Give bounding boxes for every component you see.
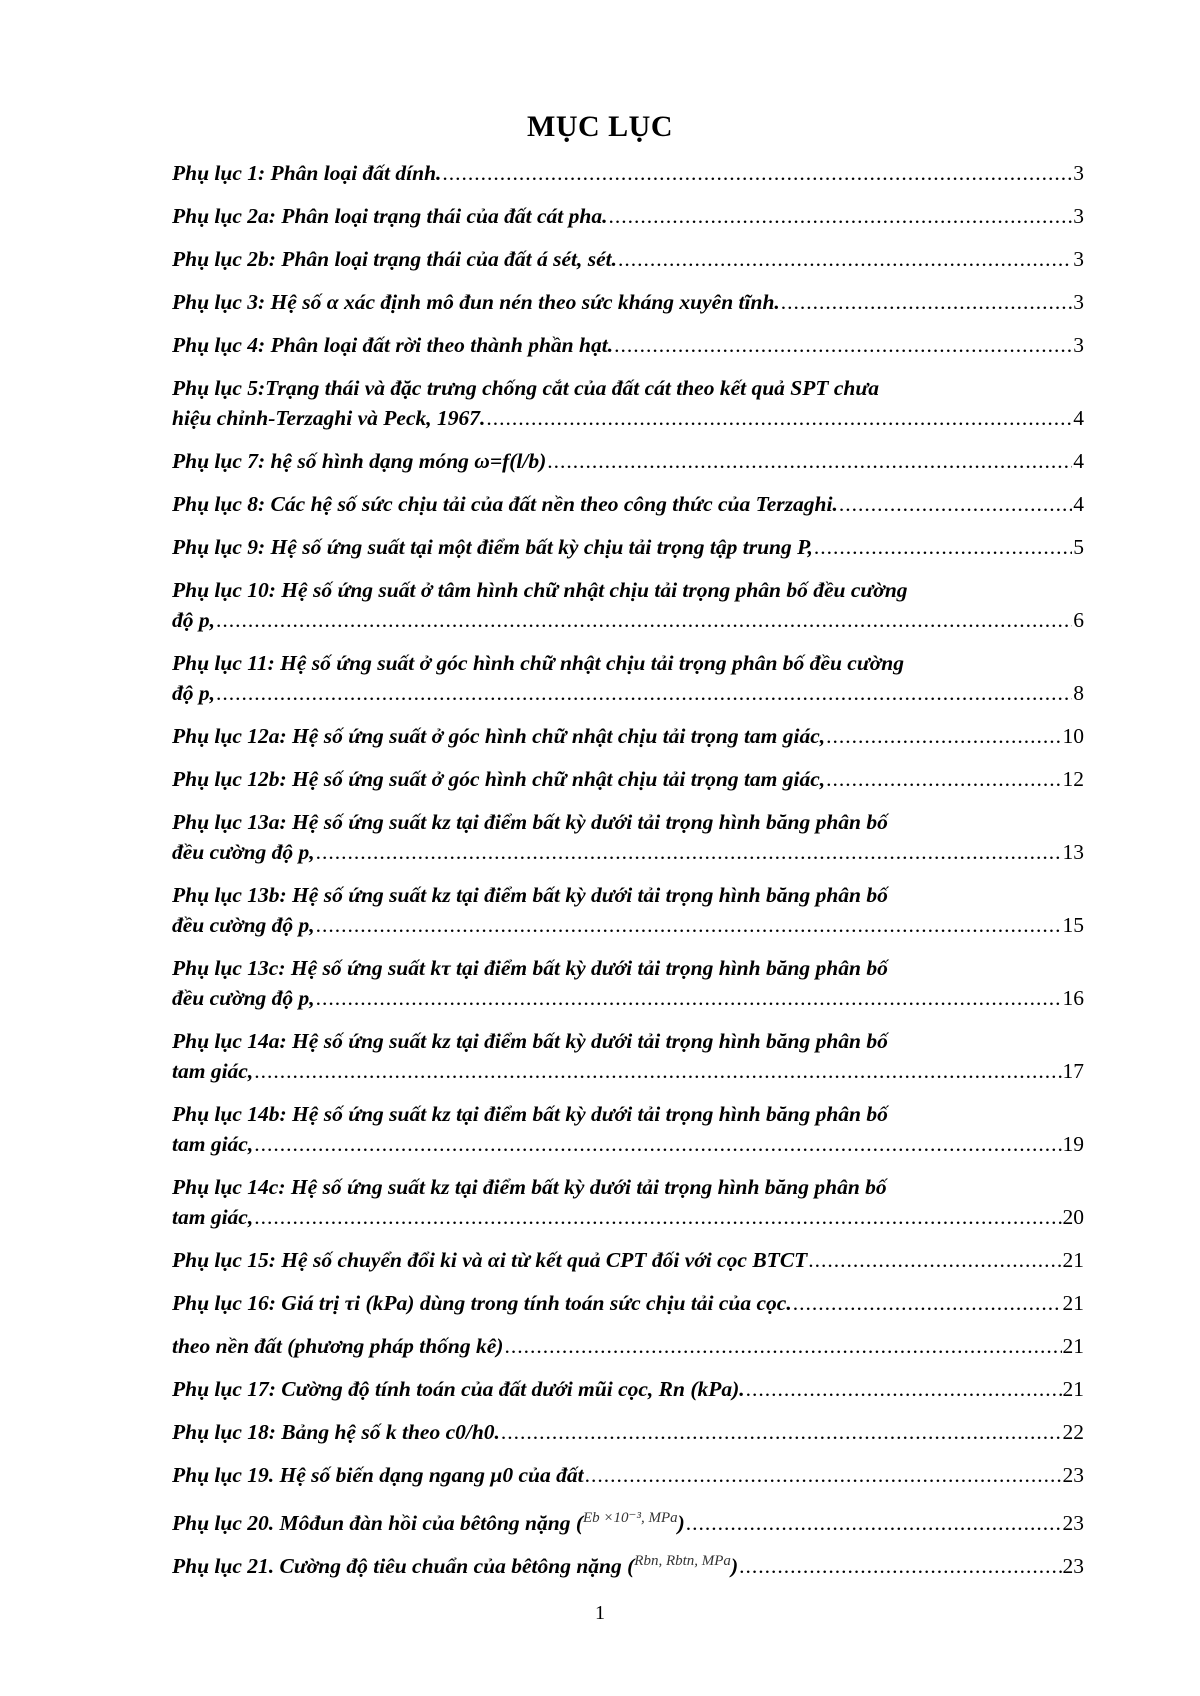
dot-leader: [793, 1288, 1062, 1318]
toc-entry[interactable]: [172, 575, 1084, 635]
toc-entry-text: Phụ lục 19. Hệ số biến dạng ngang μ0 của đất: [172, 1463, 584, 1487]
dot-leader: [814, 532, 1072, 562]
dot-leader: [547, 446, 1072, 476]
toc-entry-text-tail: ): [730, 1554, 739, 1578]
toc-entry-text: Phụ lục 13a: Hệ số ứng suất kz tại điểm bất kỳ dưới tải trọng hình băng phân bố: [172, 810, 888, 834]
toc-page-number: 21: [1062, 1334, 1084, 1358]
toc-page-number: 3: [1073, 204, 1084, 228]
toc-page-number: 16: [1062, 986, 1084, 1010]
toc-entry[interactable]: [172, 807, 1084, 867]
toc-entry-text-continued: đều cường độ p,: [172, 913, 315, 937]
toc-entry-text-continued: đều cường độ p,: [172, 840, 315, 864]
toc-page-number: 5: [1073, 535, 1084, 559]
toc-page-number: 23: [1062, 1554, 1084, 1578]
toc-entry-text: Phụ lục 9: Hệ số ứng suất tại một điểm bất kỳ chịu tải trọng tập trung P,: [172, 535, 813, 559]
dot-leader: [316, 837, 1062, 867]
toc-page-number: 4: [1073, 406, 1084, 430]
toc-page-number: 15: [1062, 913, 1084, 937]
dot-leader: [254, 1129, 1061, 1159]
dot-leader: [808, 1245, 1061, 1275]
dot-leader: [442, 158, 1072, 188]
toc-page-number: 21: [1062, 1377, 1084, 1401]
toc-entry-text-tail: ): [677, 1511, 685, 1535]
toc-entry-text: Phụ lục 2b: Phân loại trạng thái của đất á sét, sét.: [172, 247, 617, 271]
dot-leader: [585, 1460, 1062, 1490]
formula-image: Rbn, Rbtn, MPa: [634, 1553, 731, 1569]
toc-list: [172, 158, 1084, 1589]
toc-entry[interactable]: [172, 1546, 1084, 1576]
toc-entry[interactable]: [172, 1099, 1084, 1159]
toc-entry[interactable]: [172, 532, 1084, 562]
toc-entry-text: Phụ lục 17: Cường độ tính toán của đất dưới mũi cọc, Rn (kPa).: [172, 1377, 745, 1401]
page-title: MỤC LỤC: [527, 110, 673, 143]
toc-entry-text: Phụ lục 13c: Hệ số ứng suất kτ tại điểm bất kỳ dưới tải trọng hình băng phân bố: [172, 956, 888, 980]
toc-entry[interactable]: [172, 1331, 1084, 1361]
dot-leader: [826, 764, 1061, 794]
toc-entry[interactable]: [172, 244, 1084, 274]
toc-page-number: 3: [1073, 333, 1084, 357]
toc-entry[interactable]: [172, 648, 1084, 708]
toc-entry-text: Phụ lục 3: Hệ số α xác định mô đun nén theo sức kháng xuyên tĩnh.: [172, 290, 780, 314]
dot-leader: [254, 1202, 1061, 1232]
toc-entry[interactable]: [172, 158, 1084, 188]
toc-page-number: 22: [1062, 1420, 1084, 1444]
toc-entry-text: Phụ lục 15: Hệ số chuyển đổi ki và αi từ kết quả CPT đối với cọc BTCT: [172, 1248, 808, 1272]
toc-entry-text: Phụ lục 2a: Phân loại trạng thái của đất cát pha.: [172, 204, 608, 228]
toc-page-number: 3: [1073, 161, 1084, 185]
toc-entry-text: Phụ lục 14b: Hệ số ứng suất kz tại điểm bất kỳ dưới tải trọng hình băng phân bố: [172, 1102, 888, 1126]
toc-entry-text-continued: độ p,: [172, 681, 215, 705]
toc-page-number: 4: [1073, 449, 1084, 473]
dot-leader: [686, 1508, 1062, 1538]
toc-entry[interactable]: [172, 721, 1084, 751]
toc-entry-text: Phụ lục 16: Giá trị τi (kPa) dùng trong tính toán sức chịu tải của cọc.: [172, 1291, 792, 1315]
dot-leader: [746, 1374, 1062, 1404]
dot-leader: [608, 201, 1072, 231]
toc-page-number: 21: [1062, 1248, 1084, 1272]
dot-leader: [216, 678, 1072, 708]
toc-page-number: 23: [1062, 1511, 1084, 1535]
toc-entry-text: Phụ lục 14a: Hệ số ứng suất kz tại điểm bất kỳ dưới tải trọng hình băng phân bố: [172, 1029, 888, 1053]
dot-leader: [501, 1417, 1062, 1447]
toc-page-number: 8: [1073, 681, 1084, 705]
toc-entry[interactable]: [172, 446, 1084, 476]
toc-page-number: 19: [1062, 1132, 1084, 1156]
dot-leader: [826, 721, 1061, 751]
toc-entry-text: Phụ lục 18: Bảng hệ số k theo c0/h0.: [172, 1420, 500, 1444]
toc-page-number: 12: [1062, 767, 1084, 791]
toc-entry-text-continued: tam giác,: [172, 1132, 254, 1156]
dot-leader: [486, 403, 1072, 433]
dot-leader: [254, 1056, 1061, 1086]
toc-entry[interactable]: [172, 330, 1084, 360]
toc-entry-text: Phụ lục 14c: Hệ số ứng suất kz tại điểm bất kỳ dưới tải trọng hình băng phân bố: [172, 1175, 887, 1199]
toc-entry[interactable]: [172, 953, 1084, 1013]
toc-page-number: 3: [1073, 247, 1084, 271]
toc-entry[interactable]: [172, 1374, 1084, 1404]
toc-entry-text-continued: tam giác,: [172, 1205, 254, 1229]
toc-entry-text: theo nền đất (phương pháp thống kê): [172, 1334, 504, 1358]
toc-entry-text: Phụ lục 1: Phân loại đất dính.: [172, 161, 442, 185]
toc-entry[interactable]: [172, 1460, 1084, 1490]
toc-page-number: 21: [1062, 1291, 1084, 1315]
toc-entry[interactable]: [172, 1026, 1084, 1086]
toc-entry-text: Phụ lục 4: Phân loại đất rời theo thành phần hạt.: [172, 333, 614, 357]
formula-image: Eb ×10⁻³, MPa: [583, 1510, 678, 1526]
dot-leader: [316, 983, 1062, 1013]
toc-entry[interactable]: [172, 1503, 1084, 1533]
dot-leader: [739, 1551, 1061, 1581]
toc-entry-text: Phụ lục 13b: Hệ số ứng suất kz tại điểm bất kỳ dưới tải trọng hình băng phân bố: [172, 883, 888, 907]
toc-entry-text: Phụ lục 21. Cường độ tiêu chuẩn của bêtông nặng (: [172, 1554, 635, 1578]
toc-entry[interactable]: [172, 1288, 1084, 1318]
toc-entry[interactable]: [172, 764, 1084, 794]
dot-leader: [781, 287, 1072, 317]
toc-page-number: 6: [1073, 608, 1084, 632]
toc-entry-text-continued: tam giác,: [172, 1059, 254, 1083]
toc-entry-text-continued: độ p,: [172, 608, 215, 632]
toc-entry[interactable]: [172, 1172, 1084, 1232]
dot-leader: [614, 330, 1072, 360]
toc-entry-text: Phụ lục 20. Môđun đàn hồi của bêtông nặng (: [172, 1511, 583, 1535]
dot-leader: [216, 605, 1072, 635]
toc-entry[interactable]: [172, 373, 1084, 433]
page-number: 1: [595, 1602, 605, 1624]
toc-entry-text: Phụ lục 5:Trạng thái và đặc trưng chống cắt của đất cát theo kết quả SPT chưa: [172, 376, 880, 400]
dot-leader: [618, 244, 1072, 274]
dot-leader: [504, 1331, 1061, 1361]
toc-page-number: 20: [1062, 1205, 1084, 1229]
toc-entry-text: Phụ lục 10: Hệ số ứng suất ở tâm hình chữ nhật chịu tải trọng phân bố đều cường: [172, 578, 908, 602]
toc-page-number: 4: [1073, 492, 1084, 516]
toc-entry-text: Phụ lục 8: Các hệ số sức chịu tải của đất nền theo công thức của Terzaghi.: [172, 492, 838, 516]
toc-page-number: 17: [1062, 1059, 1084, 1083]
toc-entry-text: Phụ lục 7: hệ số hình dạng móng ω=f(l/b): [172, 449, 547, 473]
toc-entry[interactable]: [172, 1417, 1084, 1447]
toc-entry-text: Phụ lục 12b: Hệ số ứng suất ở góc hình chữ nhật chịu tải trọng tam giác,: [172, 767, 826, 791]
toc-entry[interactable]: [172, 880, 1084, 940]
toc-page-number: 13: [1062, 840, 1084, 864]
toc-page-number: 3: [1073, 290, 1084, 314]
toc-page-number: 23: [1062, 1463, 1084, 1487]
toc-page-number: 10: [1062, 724, 1084, 748]
toc-entry-text: Phụ lục 11: Hệ số ứng suất ở góc hình chữ nhật chịu tải trọng phân bố đều cường: [172, 651, 904, 675]
toc-entry-text: Phụ lục 12a: Hệ số ứng suất ở góc hình chữ nhật chịu tải trọng tam giác,: [172, 724, 826, 748]
toc-entry-text-continued: đều cường độ p,: [172, 986, 315, 1010]
toc-entry[interactable]: [172, 201, 1084, 231]
toc-entry-text-continued: hiệu chỉnh-Terzaghi và Peck, 1967.: [172, 406, 486, 430]
toc-entry[interactable]: [172, 287, 1084, 317]
toc-entry[interactable]: [172, 489, 1084, 519]
toc-entry[interactable]: [172, 1245, 1084, 1275]
dot-leader: [316, 910, 1062, 940]
dot-leader: [839, 489, 1072, 519]
